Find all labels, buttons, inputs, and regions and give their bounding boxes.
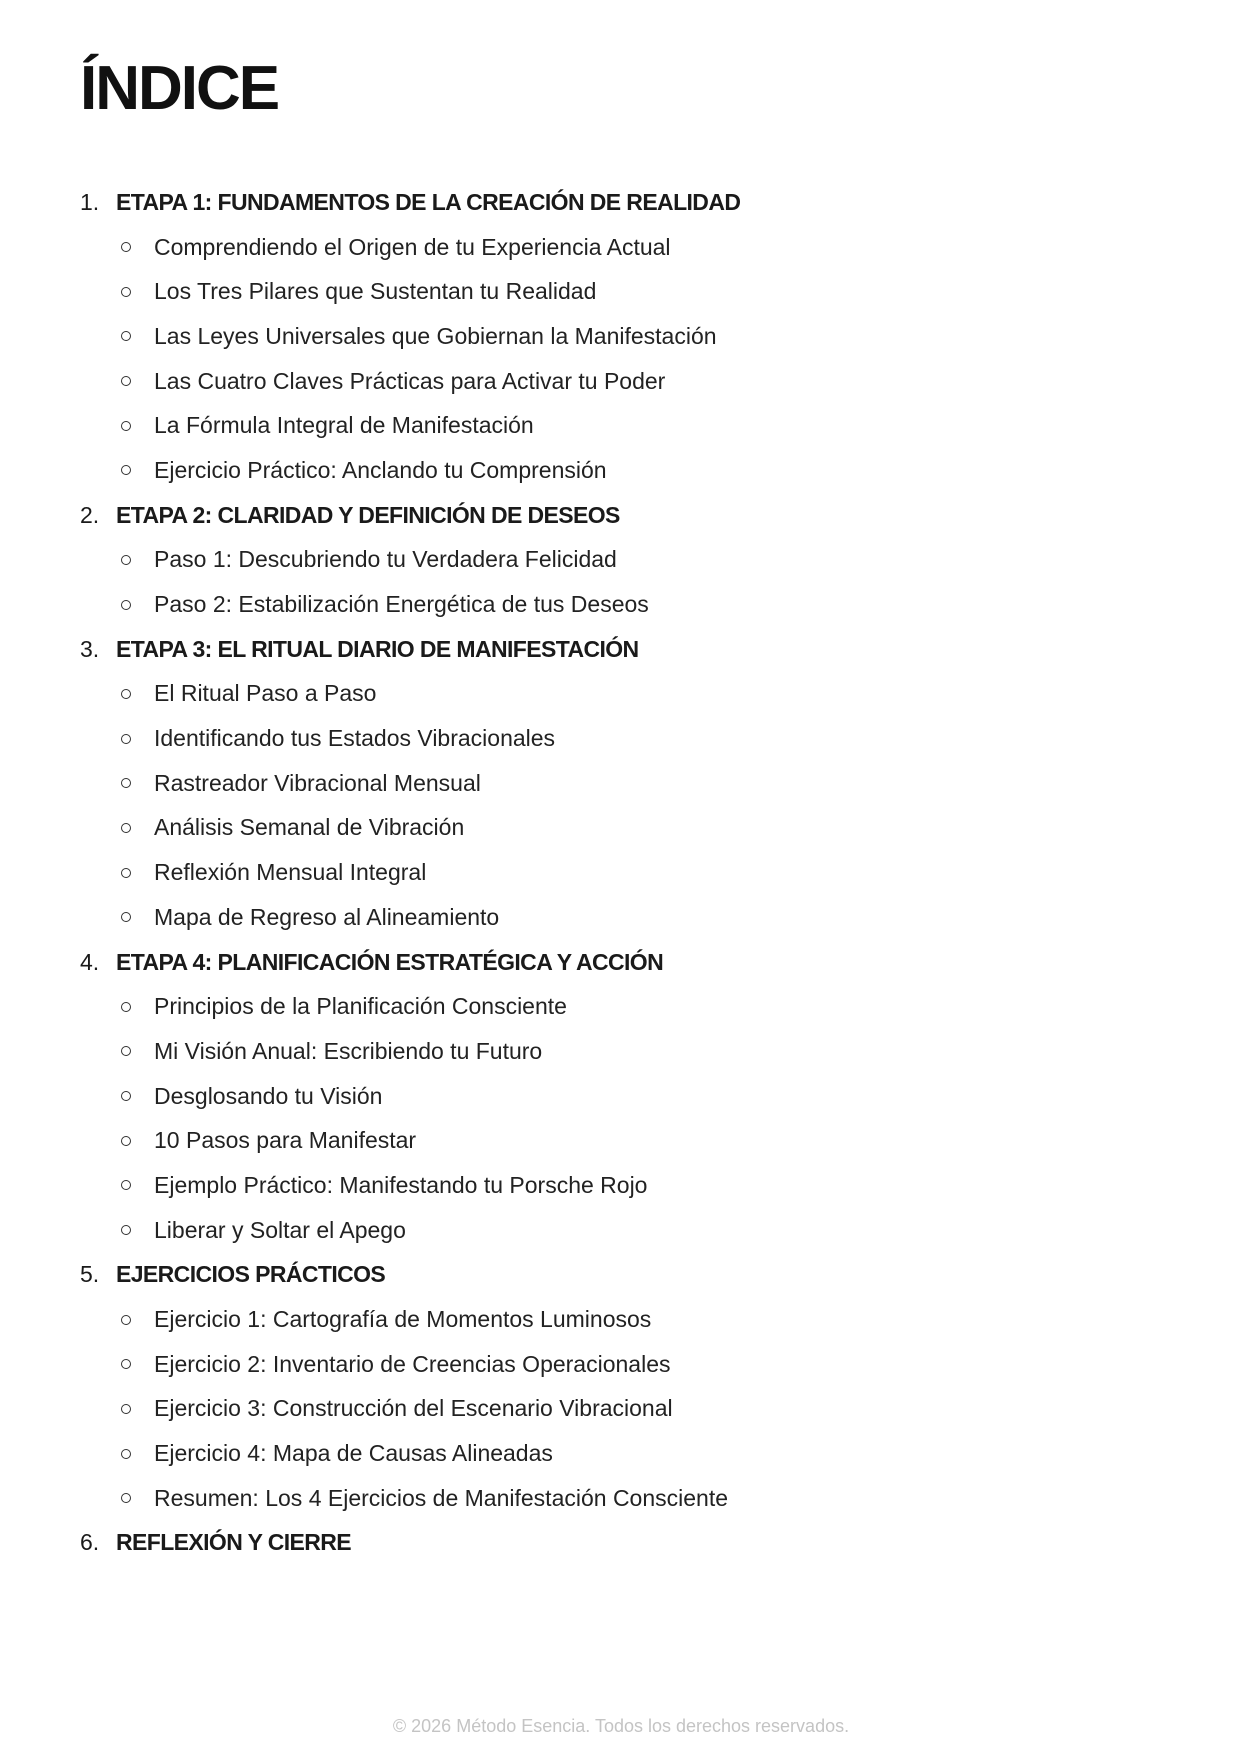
hollow-circle-bullet-icon (121, 1046, 131, 1056)
toc-subsection-item[interactable] (80, 1074, 1140, 1119)
toc-subsection-label: Identificando tus Estados Vibracionales (154, 725, 556, 752)
toc-stage-number: 5. (80, 1261, 100, 1288)
toc-subsection-label: Paso 1: Descubriendo tu Verdadera Felicidad (154, 546, 617, 573)
toc-subsection-label: Liberar y Soltar el Apego (154, 1216, 406, 1243)
toc-stage (80, 493, 1140, 627)
toc-stage-number: 2. (80, 501, 100, 528)
toc-subsection-label: Reflexión Mensual Integral (154, 859, 427, 886)
toc-subsection-label: Ejercicio 4: Mapa de Causas Alineadas (154, 1440, 553, 1467)
toc-subsection-label: 10 Pasos para Manifestar (154, 1127, 417, 1154)
toc-subsection-label: Ejercicio 3: Construcción del Escenario Vibracional (154, 1395, 673, 1422)
toc-subsection-item[interactable] (80, 1118, 1140, 1163)
toc-subsection-item[interactable] (80, 1163, 1140, 1208)
toc-stage-entry[interactable] (80, 1521, 1140, 1566)
toc-subsection-label: Rastreador Vibracional Mensual (154, 769, 481, 796)
toc-stage-number: 4. (80, 948, 100, 975)
toc-subsection-item[interactable] (80, 1029, 1140, 1074)
toc-stage-entry[interactable] (80, 180, 1140, 225)
toc-subsection-item[interactable] (80, 1208, 1140, 1253)
toc-stage-entry[interactable] (80, 1253, 1140, 1298)
toc-subsection-label: Comprendiendo el Origen de tu Experiencia Actual (154, 233, 671, 260)
toc-subsection-label: Ejercicio 2: Inventario de Creencias Operacionales (154, 1350, 671, 1377)
hollow-circle-bullet-icon (121, 1225, 131, 1235)
hollow-circle-bullet-icon (121, 689, 131, 699)
toc-subsection-item[interactable] (80, 1297, 1140, 1342)
toc-subsection-label: Mi Visión Anual: Escribiendo tu Futuro (154, 1037, 543, 1064)
toc-stage-number: 3. (80, 635, 100, 662)
hollow-circle-bullet-icon (121, 421, 131, 431)
hollow-circle-bullet-icon (121, 1136, 131, 1146)
toc-subsection-item[interactable] (80, 1342, 1140, 1387)
hollow-circle-bullet-icon (121, 1493, 131, 1503)
toc-subsection-label: Principios de la Planificación Consciente (154, 993, 567, 1020)
toc-subsection-item[interactable] (80, 895, 1140, 940)
toc-subsection-label: Las Leyes Universales que Gobiernan la Manifestación (154, 322, 717, 349)
toc-subsection-label: Resumen: Los 4 Ejercicios de Manifestación Consciente (154, 1484, 729, 1511)
toc-subsection-label: Ejemplo Práctico: Manifestando tu Porsche Rojo (154, 1171, 648, 1198)
toc-subsection-item[interactable] (80, 314, 1140, 359)
hollow-circle-bullet-icon (121, 242, 131, 252)
page-title: ÍNDICE (80, 54, 279, 123)
toc-stage-title: EJERCICIOS PRÁCTICOS (116, 1261, 386, 1288)
copyright-footer: © 2026 Método Esencia. Todos los derechos reservados. (392, 1716, 850, 1736)
hollow-circle-bullet-icon (121, 1404, 131, 1414)
toc-subsection-item[interactable] (80, 716, 1140, 761)
toc-subsection-item[interactable] (80, 359, 1140, 404)
toc-subsection-list (80, 984, 1140, 1252)
toc-subsection-item[interactable] (80, 1387, 1140, 1432)
toc-subsection-item[interactable] (80, 672, 1140, 717)
toc-stage-number: 1. (80, 188, 100, 215)
toc-stage-entry[interactable] (80, 493, 1140, 538)
hollow-circle-bullet-icon (121, 734, 131, 744)
hollow-circle-bullet-icon (121, 555, 131, 565)
toc-stage-title: ETAPA 4: PLANIFICACIÓN ESTRATÉGICA Y ACCIÓN (116, 948, 664, 975)
toc-stage (80, 1253, 1140, 1521)
table-of-contents (80, 180, 1140, 1565)
hollow-circle-bullet-icon (121, 331, 131, 341)
toc-subsection-item[interactable] (80, 582, 1140, 627)
hollow-circle-bullet-icon (121, 1359, 131, 1369)
toc-stage-number: 6. (80, 1529, 100, 1556)
hollow-circle-bullet-icon (121, 778, 131, 788)
toc-subsection-label: Las Cuatro Claves Prácticas para Activar tu Poder (154, 367, 666, 394)
hollow-circle-bullet-icon (121, 1449, 131, 1459)
toc-subsection-list (80, 1297, 1140, 1520)
hollow-circle-bullet-icon (121, 1091, 131, 1101)
toc-stage-title: ETAPA 3: EL RITUAL DIARIO DE MANIFESTACIÓN (116, 635, 639, 662)
hollow-circle-bullet-icon (121, 1002, 131, 1012)
hollow-circle-bullet-icon (121, 823, 131, 833)
toc-stage (80, 627, 1140, 940)
hollow-circle-bullet-icon (121, 1315, 131, 1325)
toc-stage-entry[interactable] (80, 627, 1140, 672)
toc-subsection-label: Los Tres Pilares que Sustentan tu Realidad (154, 278, 597, 305)
toc-subsection-label: La Fórmula Integral de Manifestación (154, 412, 534, 439)
toc-subsection-item[interactable] (80, 1476, 1140, 1521)
hollow-circle-bullet-icon (121, 287, 131, 297)
hollow-circle-bullet-icon (121, 912, 131, 922)
hollow-circle-bullet-icon (121, 376, 131, 386)
toc-stage-title: REFLEXIÓN Y CIERRE (116, 1529, 352, 1556)
toc-subsection-item[interactable] (80, 538, 1140, 583)
hollow-circle-bullet-icon (121, 600, 131, 610)
toc-stage-title: ETAPA 2: CLARIDAD Y DEFINICIÓN DE DESEOS (116, 501, 620, 528)
hollow-circle-bullet-icon (121, 868, 131, 878)
toc-subsection-list (80, 225, 1140, 493)
toc-subsection-label: Ejercicio 1: Cartografía de Momentos Luminosos (154, 1306, 652, 1333)
toc-subsection-item[interactable] (80, 761, 1140, 806)
toc-stage (80, 1521, 1140, 1566)
toc-subsection-list (80, 672, 1140, 940)
toc-subsection-label: Análisis Semanal de Vibración (154, 814, 465, 841)
toc-subsection-label: El Ritual Paso a Paso (154, 680, 377, 707)
toc-stage-entry[interactable] (80, 940, 1140, 985)
toc-stage-title: ETAPA 1: FUNDAMENTOS DE LA CREACIÓN DE REALIDAD (116, 188, 741, 215)
toc-subsection-item[interactable] (80, 403, 1140, 448)
toc-subsection-item[interactable] (80, 269, 1140, 314)
toc-subsection-list (80, 538, 1140, 627)
hollow-circle-bullet-icon (121, 1180, 131, 1190)
toc-subsection-item[interactable] (80, 984, 1140, 1029)
hollow-circle-bullet-icon (121, 465, 131, 475)
toc-subsection-item[interactable] (80, 225, 1140, 270)
toc-stage (80, 180, 1140, 493)
toc-stage (80, 940, 1140, 1253)
toc-subsection-item[interactable] (80, 1431, 1140, 1476)
toc-subsection-label: Ejercicio Práctico: Anclando tu Comprensión (154, 456, 607, 483)
toc-subsection-label: Desglosando tu Visión (154, 1082, 383, 1109)
toc-subsection-item[interactable] (80, 850, 1140, 895)
toc-subsection-label: Paso 2: Estabilización Energética de tus Deseos (154, 591, 649, 618)
toc-subsection-item[interactable] (80, 448, 1140, 493)
toc-subsection-label: Mapa de Regreso al Alineamiento (154, 903, 500, 930)
toc-subsection-item[interactable] (80, 806, 1140, 851)
